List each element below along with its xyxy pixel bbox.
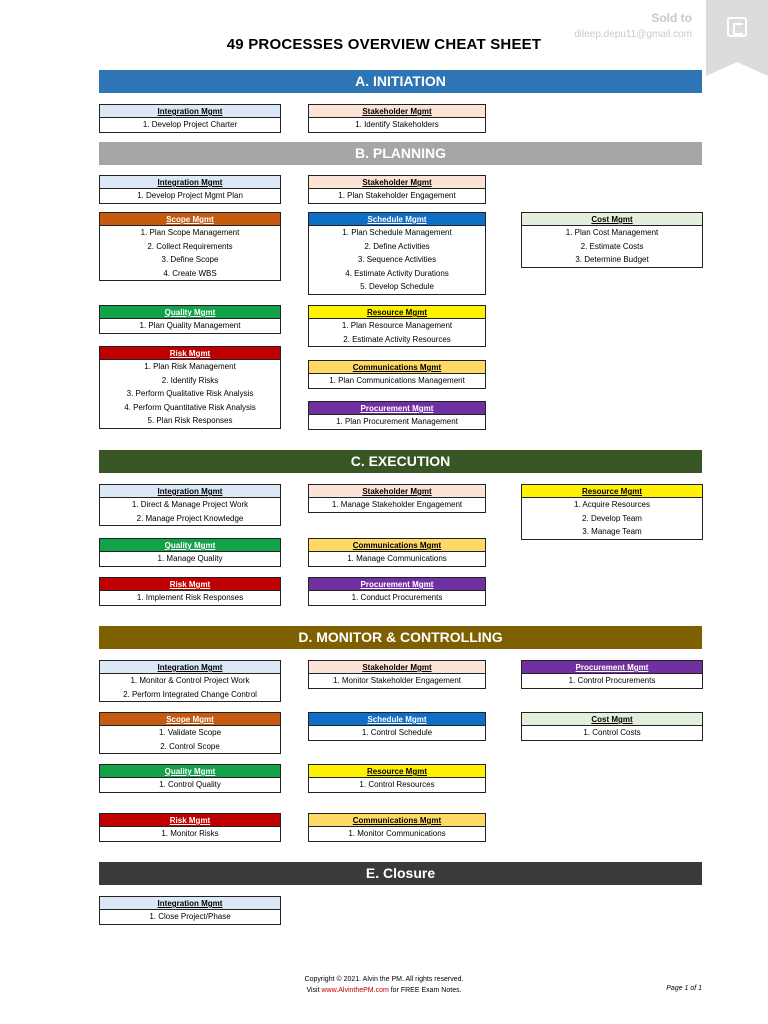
- process-item: 1. Control Procurements: [568, 676, 656, 685]
- process-item: 1. Develop Project Mgmt Plan: [137, 191, 243, 200]
- process-item: 1. Develop Project Charter: [142, 120, 238, 129]
- box-header: Integration Mgmt: [100, 176, 280, 189]
- process-item: 1. Close Project/Phase: [149, 912, 231, 921]
- process-item: 5. Plan Risk Responses: [147, 416, 233, 426]
- process-item: 2. Control Scope: [160, 741, 220, 751]
- process-item: 2. Develop Team: [582, 513, 642, 523]
- planning-communications-box: [308, 360, 486, 389]
- box-header: Stakeholder Mgmt: [309, 176, 485, 189]
- execution-resource-box: [521, 484, 703, 540]
- process-item: 2. Collect Requirements: [147, 241, 233, 251]
- closure-integration-box: [99, 896, 281, 925]
- planning-schedule-box: [308, 212, 486, 295]
- planning-quality-box: [99, 305, 281, 334]
- section-planning: B. PLANNING: [99, 142, 702, 165]
- monitor-quality-box: [99, 764, 281, 793]
- process-item: 1. Plan Quality Management: [139, 321, 241, 330]
- box-header: Communications Mgmt: [309, 539, 485, 552]
- box-header: Resource Mgmt: [522, 485, 702, 498]
- process-item: 1. Monitor Communications: [348, 829, 446, 838]
- box-header: Schedule Mgmt: [309, 713, 485, 726]
- box-header: Resource Mgmt: [309, 306, 485, 319]
- planning-risk-box: [99, 346, 281, 429]
- execution-risk-box: [99, 577, 281, 606]
- box-header: Risk Mgmt: [100, 814, 280, 827]
- planning-resource-box: [308, 305, 486, 347]
- process-item: 3. Sequence Activities: [357, 255, 437, 265]
- footer-visit-prefix: Visit: [306, 987, 322, 994]
- process-item: 1. Monitor & Control Project Work: [130, 676, 250, 685]
- process-item: 1. Implement Risk Responses: [136, 593, 244, 602]
- execution-integration-box: [99, 484, 281, 526]
- planning-cost-box: [521, 212, 703, 268]
- process-item: 1. Plan Scope Management: [140, 228, 240, 237]
- process-item: 3. Determine Budget: [575, 255, 649, 265]
- box-header: Integration Mgmt: [100, 661, 280, 674]
- box-header: Scope Mgmt: [100, 213, 280, 226]
- box-header: Communications Mgmt: [309, 361, 485, 374]
- planning-procurement-box: [308, 401, 486, 430]
- footer-visit: [0, 987, 768, 994]
- process-item: 2. Define Activities: [364, 241, 430, 251]
- process-item: 1. Plan Communications Management: [329, 376, 465, 385]
- box-header: Communications Mgmt: [309, 814, 485, 827]
- planning-integration-box: [99, 175, 281, 204]
- monitor-cost-box: [521, 712, 703, 741]
- section-execution: C. EXECUTION: [99, 450, 702, 473]
- website-link[interactable]: www.AlvinthePM.com: [321, 987, 389, 994]
- box-header: Procurement Mgmt: [309, 402, 485, 415]
- process-item: 1. Plan Schedule Management: [342, 228, 452, 237]
- process-item: 1. Validate Scope: [158, 728, 222, 737]
- execution-communications-box: [308, 538, 486, 567]
- footer-copyright: Copyright © 2021. Alvin the PM. All rights reserved.: [304, 976, 464, 983]
- box-header: Schedule Mgmt: [309, 213, 485, 226]
- process-item: 1. Control Costs: [583, 728, 641, 737]
- execution-procurement-box: [308, 577, 486, 606]
- process-item: 1. Control Quality: [159, 780, 221, 789]
- monitor-integration-box: [99, 660, 281, 702]
- process-item: 1. Conduct Procurements: [351, 593, 443, 602]
- box-header: Stakeholder Mgmt: [309, 661, 485, 674]
- box-header: Stakeholder Mgmt: [309, 485, 485, 498]
- monitor-procurement-box: [521, 660, 703, 689]
- initiation-integration-box: [99, 104, 281, 133]
- section-closure: E. Closure: [99, 862, 702, 885]
- execution-stakeholder-box: [308, 484, 486, 513]
- box-header: Integration Mgmt: [100, 485, 280, 498]
- process-item: 1. Manage Communications: [347, 554, 447, 563]
- process-item: 1. Control Resources: [359, 780, 435, 789]
- process-item: 1. Monitor Stakeholder Engagement: [332, 676, 462, 685]
- process-item: 2. Manage Project Knowledge: [136, 513, 244, 523]
- process-item: 2. Estimate Activity Resources: [343, 334, 451, 344]
- process-item: 1. Plan Procurement Management: [336, 417, 458, 426]
- section-initiation: A. INITIATION: [99, 70, 702, 93]
- process-item: 1. Acquire Resources: [573, 500, 651, 509]
- logo-icon: [727, 17, 747, 37]
- process-item: 1. Identify Stakeholders: [355, 120, 439, 129]
- planning-stakeholder-box: [308, 175, 486, 204]
- box-header: Cost Mgmt: [522, 713, 702, 726]
- process-item: 1. Manage Stakeholder Engagement: [331, 500, 463, 509]
- box-header: Procurement Mgmt: [309, 578, 485, 591]
- section-monitor-controlling: D. MONITOR & CONTROLLING: [99, 626, 702, 649]
- monitor-communications-box: [308, 813, 486, 842]
- box-header: Scope Mgmt: [100, 713, 280, 726]
- box-header: Stakeholder Mgmt: [309, 105, 485, 118]
- process-item: 1. Direct & Manage Project Work: [131, 500, 249, 509]
- box-header: Quality Mgmt: [100, 765, 280, 778]
- footer-visit-suffix: for FREE Exam Notes.: [388, 987, 462, 994]
- box-header: Risk Mgmt: [100, 578, 280, 591]
- execution-quality-box: [99, 538, 281, 567]
- box-header: Resource Mgmt: [309, 765, 485, 778]
- box-header: Quality Mgmt: [100, 306, 280, 319]
- process-item: 2. Identify Risks: [161, 375, 219, 385]
- sold-to-email: dileep.depu11@gmail.com: [574, 29, 692, 40]
- page-number: Page 1 of 1: [666, 985, 702, 992]
- process-item: 1. Plan Resource Management: [341, 321, 453, 330]
- monitor-resource-box: [308, 764, 486, 793]
- box-header: Cost Mgmt: [522, 213, 702, 226]
- process-item: 3. Define Scope: [161, 255, 219, 265]
- process-item: 5. Develop Schedule: [360, 282, 434, 292]
- process-item: 4. Estimate Activity Durations: [345, 268, 449, 278]
- page-title: 49 PROCESSES OVERVIEW CHEAT SHEET: [226, 36, 542, 53]
- box-header: Quality Mgmt: [100, 539, 280, 552]
- box-header: Risk Mgmt: [100, 347, 280, 360]
- box-header: Integration Mgmt: [100, 897, 280, 910]
- process-item: 4. Perform Quantitative Risk Analysis: [124, 402, 256, 412]
- process-item: 1. Monitor Risks: [161, 829, 219, 838]
- sold-to-label: Sold to: [651, 11, 692, 25]
- process-item: 2. Estimate Costs: [580, 241, 644, 251]
- initiation-stakeholder-box: [308, 104, 486, 133]
- planning-scope-box: [99, 212, 281, 281]
- box-header: Integration Mgmt: [100, 105, 280, 118]
- process-item: 1. Plan Risk Management: [144, 362, 236, 371]
- monitor-risk-box: [99, 813, 281, 842]
- box-header: Procurement Mgmt: [522, 661, 702, 674]
- monitor-stakeholder-box: [308, 660, 486, 689]
- process-item: 3. Perform Qualitative Risk Analysis: [126, 389, 254, 399]
- monitor-schedule-box: [308, 712, 486, 741]
- process-item: 4. Create WBS: [163, 268, 217, 278]
- monitor-scope-box: [99, 712, 281, 754]
- process-item: 3. Manage Team: [582, 527, 642, 537]
- process-item: 1. Control Schedule: [361, 728, 433, 737]
- process-item: 1. Plan Cost Management: [565, 228, 659, 237]
- process-item: 1. Plan Stakeholder Engagement: [338, 191, 456, 200]
- process-item: 2. Perform Integrated Change Control: [123, 689, 257, 699]
- process-item: 1. Manage Quality: [157, 554, 223, 563]
